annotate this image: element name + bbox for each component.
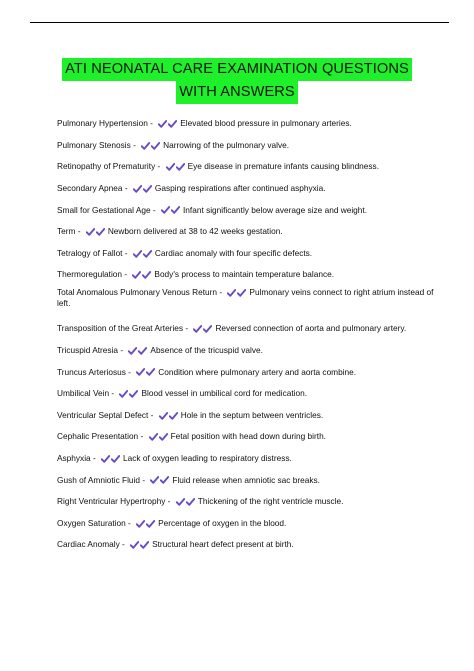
check-mark-icon: [146, 368, 155, 376]
qa-separator: -: [150, 204, 158, 215]
qa-item: [57, 404, 437, 426]
qa-term: Secondary Apnea: [57, 183, 123, 194]
qa-separator: -: [122, 183, 130, 194]
check-mark-icon: [143, 185, 152, 193]
check-mark-icon: [111, 455, 120, 463]
check-mark-icon: [86, 228, 95, 236]
check-marks: [150, 475, 170, 486]
check-mark-icon: [138, 347, 147, 355]
qa-answer: Hole in the septum between ventricles.: [180, 409, 324, 420]
qa-answer: Thickening of the right ventricle muscle.: [197, 496, 344, 507]
qa-answer: Condition where pulmonary artery and aorta combine.: [158, 366, 357, 377]
qa-term: Umbilical Vein: [57, 388, 110, 399]
qa-answer: Elevated blood pressure in pulmonary arteries.: [180, 118, 352, 129]
qa-separator: -: [109, 388, 117, 399]
check-mark-icon: [160, 476, 169, 484]
check-mark-icon: [146, 520, 155, 528]
qa-answer: Percentage of oxygen in the blood.: [158, 517, 287, 528]
check-mark-icon: [159, 412, 168, 420]
check-mark-icon: [132, 271, 141, 279]
check-marks: [128, 345, 148, 356]
qa-term: Gush of Amniotic Fluid: [57, 474, 141, 485]
check-mark-icon: [186, 498, 195, 506]
qa-answer: Absence of the tricuspid valve.: [150, 344, 263, 355]
check-mark-icon: [140, 541, 149, 549]
qa-item: [57, 113, 437, 135]
qa-term: Asphyxia: [57, 452, 91, 463]
qa-term: Retinopathy of Prematurity: [57, 161, 156, 172]
qa-separator: -: [122, 269, 130, 280]
check-mark-icon: [133, 185, 142, 193]
qa-term: Term: [57, 226, 76, 237]
qa-term: Ventricular Septal Defect: [57, 409, 149, 420]
qa-separator: -: [125, 366, 134, 377]
check-marks: [161, 205, 181, 216]
check-marks: [136, 367, 156, 378]
check-mark-icon: [130, 541, 139, 549]
check-mark-icon: [171, 206, 180, 214]
qa-item: [57, 448, 437, 470]
check-mark-icon: [166, 163, 175, 171]
check-marks: [86, 226, 106, 237]
title-line-2: WITH ANSWERS: [176, 81, 298, 104]
check-mark-icon: [101, 455, 110, 463]
check-marks: [119, 388, 139, 399]
qa-term: Cardiac Anomaly: [57, 539, 120, 550]
check-mark-icon: [133, 250, 142, 258]
check-mark-icon: [128, 347, 137, 355]
qa-answer: Newborn delivered at 38 to 42 weeks gestation.: [107, 226, 283, 237]
qa-term: Transposition of the Great Arteries: [57, 323, 184, 334]
check-marks: [141, 140, 161, 151]
qa-separator: -: [75, 226, 83, 237]
qa-separator: -: [147, 118, 156, 129]
qa-answer: Structural heart defect present at birth.: [152, 539, 294, 550]
check-mark-icon: [176, 163, 185, 171]
check-mark-icon: [169, 412, 178, 420]
qa-answer: Pulmonary veins connect to right atrium instead of left.: [57, 286, 434, 309]
check-mark-icon: [96, 228, 105, 236]
document-title: [0, 58, 474, 104]
qa-answer: Infant significantly below average size and weight.: [183, 204, 368, 215]
qa-term: Cephalic Presentation: [57, 431, 139, 442]
qa-item: [57, 383, 437, 405]
qa-term: Thermoregulation: [57, 269, 123, 280]
qa-answer: Cardiac anomaly with four specific defects.: [154, 247, 313, 258]
qa-item: [57, 512, 437, 534]
check-mark-icon: [193, 325, 202, 333]
qa-item: [57, 318, 437, 340]
check-mark-icon: [141, 142, 150, 150]
qa-item: [57, 340, 437, 362]
check-mark-icon: [129, 390, 138, 398]
qa-item: [57, 221, 437, 243]
qa-item: [57, 264, 437, 286]
qa-item: [57, 243, 437, 265]
check-marks: [158, 118, 178, 129]
qa-term: Tetralogy of Fallot: [57, 247, 123, 258]
check-marks: [227, 287, 247, 298]
qa-answer: Reversed connection of aorta and pulmonary artery.: [215, 323, 407, 334]
qa-item: [57, 286, 437, 318]
qa-answer: Fluid release when amniotic sac breaks.: [172, 474, 320, 485]
qa-separator: -: [130, 139, 139, 150]
title-line-1: ATI NEONATAL CARE EXAMINATION QUESTIONS: [62, 58, 412, 81]
check-mark-icon: [158, 120, 167, 128]
qa-term: Pulmonary Hypertension: [57, 118, 148, 129]
qa-item: [57, 199, 437, 221]
qa-separator: -: [119, 539, 128, 550]
qa-term: Truncus Arteriosus: [57, 366, 126, 377]
qa-term: Pulmonary Stenosis: [57, 139, 131, 150]
qa-separator: -: [125, 517, 134, 528]
check-mark-icon: [161, 206, 170, 214]
qa-separator: -: [217, 286, 225, 297]
check-mark-icon: [150, 476, 159, 484]
check-mark-icon: [203, 325, 212, 333]
check-mark-icon: [227, 289, 236, 297]
qa-separator: -: [183, 323, 191, 334]
check-mark-icon: [136, 368, 145, 376]
qa-item: [57, 534, 437, 556]
qa-answer: Lack of oxygen leading to respiratory distress.: [123, 452, 292, 463]
check-mark-icon: [237, 289, 246, 297]
qa-list: [57, 113, 437, 556]
check-marks: [166, 161, 186, 172]
qa-item: [57, 156, 437, 178]
check-mark-icon: [159, 433, 168, 441]
qa-separator: -: [148, 409, 156, 420]
qa-term: Small for Gestational Age: [57, 204, 151, 215]
qa-item: [57, 178, 437, 200]
check-marks: [101, 453, 121, 464]
qa-answer: Gasping respirations after continued asphyxia.: [154, 183, 326, 194]
qa-separator: -: [122, 247, 130, 258]
qa-term: Total Anomalous Pulmonary Venous Return: [57, 286, 218, 297]
qa-item: [57, 135, 437, 157]
check-mark-icon: [168, 120, 177, 128]
qa-separator: -: [118, 344, 126, 355]
check-marks: [176, 496, 196, 507]
check-marks: [149, 431, 169, 442]
check-mark-icon: [176, 498, 185, 506]
qa-separator: -: [140, 474, 148, 485]
qa-term: Tricuspid Atresia: [57, 344, 119, 355]
check-marks: [132, 269, 152, 280]
qa-item: [57, 491, 437, 513]
top-rule: [30, 22, 449, 23]
qa-answer: Blood vessel in umbilical cord for medication.: [141, 388, 308, 399]
check-marks: [159, 410, 179, 421]
qa-answer: Narrowing of the pulmonary valve.: [163, 139, 290, 150]
qa-term: Oxygen Saturation: [57, 517, 126, 528]
qa-item: [57, 469, 437, 491]
qa-item: [57, 426, 437, 448]
check-mark-icon: [136, 520, 145, 528]
check-mark-icon: [143, 250, 152, 258]
check-mark-icon: [119, 390, 128, 398]
qa-answer: Fetal position with head down during birth.: [170, 431, 326, 442]
qa-item: [57, 361, 437, 383]
qa-separator: -: [90, 452, 99, 463]
check-marks: [193, 323, 213, 334]
qa-separator: -: [155, 161, 163, 172]
check-marks: [133, 183, 153, 194]
check-marks: [130, 539, 150, 550]
qa-answer: Eye disease in premature infants causing blindness.: [187, 161, 380, 172]
check-mark-icon: [151, 142, 160, 150]
qa-separator: -: [138, 431, 146, 442]
check-mark-icon: [149, 433, 158, 441]
check-mark-icon: [142, 271, 151, 279]
qa-separator: -: [165, 496, 173, 507]
check-marks: [136, 518, 156, 529]
qa-term: Right Ventricular Hypertrophy: [57, 496, 166, 507]
check-marks: [133, 248, 153, 259]
qa-answer: Body's process to maintain temperature balance.: [154, 269, 335, 280]
